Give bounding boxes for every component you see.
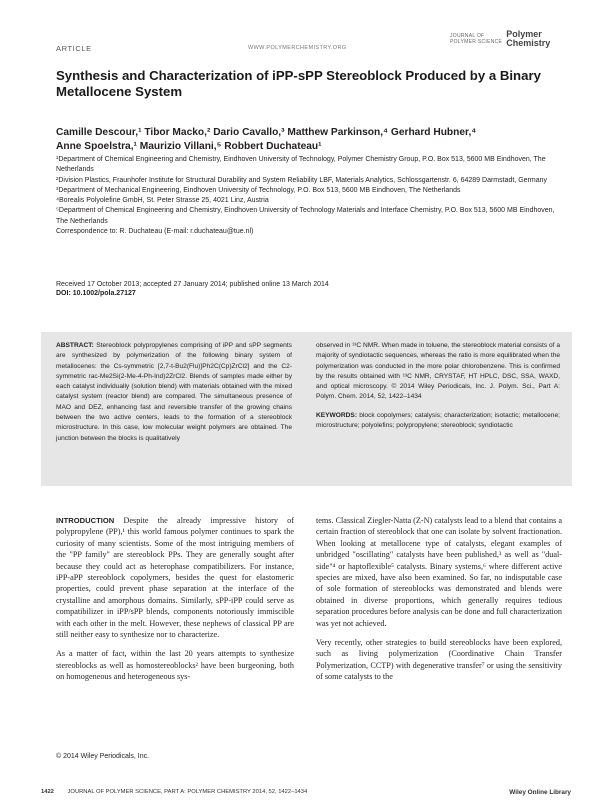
journal-brand-line-1: Polymer [506, 29, 542, 39]
abstract-left-column [56, 341, 292, 444]
affiliation-5: ⁵Department of Chemical Engineering and Chemistry, Eindhoven University of Technology Materials and Interface Chemistry, P.O. Box 513, 5600 MB Eindhoven, The Netherlands [56, 207, 555, 225]
body-paragraph: Despite the already impressive history of polypropylene (PP),¹ this world famous polymer continues to spark the curiosity of many scientists. Some of the most intriguing members of the "PP family" are stereoblock PPs. They are generally sought after because they could act as heterophase compatibilizers. For instance, iPP-aPP stereoblock copolymers, besides the quest for elastomeric properties, could prevent phase separation at the interface of the crystalline and amorphous domains. Similarly, sPP-iPP could serve as compatibilizer in iPP/sPP blends, components notoriously immiscible with each other in the melt. However, these nephews of classical PP are still neither easy to synthesize nor to characterize. [56, 516, 295, 640]
received-dates: Received 17 October 2013; accepted 27 January 2014; published online 13 March 2014 [56, 281, 329, 288]
affiliations [56, 155, 566, 237]
authors-line-2: Anne Spoelstra,¹ Maurizio Villani,⁵ Robbert Duchateau¹ [56, 141, 322, 152]
introduction-heading: INTRODUCTION [56, 516, 115, 525]
body-paragraph: Very recently, other strategies to build stereoblocks have been explored, such as living polymerization (Coordinative Chain Transfer Polymerization, CCTP) with degenerative transfer⁷ or using the sensitivity of some catalysts to the [316, 638, 562, 682]
abstract-right-column [316, 341, 560, 431]
keywords [316, 411, 560, 432]
body-paragraph: tems. Classical Ziegler-Natta (Z-N) catalysts lead to a blend that contains a certain fraction of stereoblock that one can isolate by solvent fractionation. When looking at metallocene type of catalysts, elegant examples of unbridged "oscillating" catalysts have been published,³ as well as "dual-side"⁴ or haptoflexible⁵ catalysts. Binary systems,⁶ where different active species are mixed, have also been examined. So far, no indisputable case of sole formation of stereoblocks was demonstrated and blends were obtained in diverse proportions, which generally requires tedious separation procedures before analysis can be done and full characterization was yet not achieved. [316, 516, 562, 628]
journal-url[interactable]: WWW.POLYMERCHEMISTRY.ORG [248, 45, 347, 51]
abstract-text-right: observed in ¹³C NMR. When made in toluene, the stereoblock material consists of a majority of syndiotactic sequences, whereas the ratio is more equilibrated when the polymerization was conducted in the more polar chlorobenzene. This is confirmed by the results obtained with ¹³C NMR, CRYSTAF, HT HPLC, DSC, SSA, WAXD, and optical microscopy. © 2014 Wiley Periodicals, Inc. J. Polym. Sci., Part A: Polym. Chem. 2014, 52, 1422–1434 [316, 342, 560, 401]
journal-small-line-2: POLYMER SCIENCE [450, 39, 503, 45]
doi[interactable]: DOI: 10.1002/pola.27127 [56, 290, 136, 297]
keywords-text: block copolymers; catalysis; characterization; isotactic; metallocene; microstructure; polyolefins; polypropylene; stereoblock; syndiotactic [316, 411, 560, 430]
affiliation-2: ²Division Plastics, Fraunhofer Institute for Structural Durability and System Reliability LBF, Materials Analytics, Schlossgartenstr. 6, 64289 Darmstadt, Germany [56, 176, 547, 184]
section-label: ARTICLE [56, 44, 92, 53]
body-right-column [316, 515, 562, 691]
affiliation-1: ¹Department of Chemical Engineering and Chemistry, Eindhoven University of Technology, Polymer Chemistry Group, P.O. Box 513, 5600 MB Eindhoven, The Netherlands [56, 156, 546, 174]
keywords-label: KEYWORDS: [316, 411, 358, 419]
author-list [56, 126, 566, 154]
page-number: 1422 [41, 789, 54, 795]
abstract-text-left: Stereoblock polypropylenes comprising of iPP and sPP segments are synthesized by polymerization of the following binary system of metallocenes: the Cs-symmetric [2,7-t-Bu2(Flu)]Ph2C(Cp)ZrCl2] and the C2-symmetric rac-Me2Si(2-Me-4-Ph-Ind)2ZrCl2. Blends of samples made either by each catalyst individually (solution blend) with materials obtained with the mixed catalyst system (reactor blend) are compared. The simultaneous presence of MAO and DEZ, enhancing fast and reversible transfer of the growing chains between the two active centers, leads to the formation of a stereoblock microstructure. In this case, low molecular weight polymers are obtained. The junction between the blocks is qualitatively [56, 342, 292, 442]
journal-brand-line-2: Chemistry [506, 38, 551, 48]
article-title: Synthesis and Characterization of iPP-sPP Stereoblock Produced by a Binary Metallocene System [56, 68, 541, 99]
authors-line-1: Camille Descour,¹ Tibor Macko,² Dario Cavallo,³ Matthew Parkinson,⁴ Gerhard Hubner,⁴ [56, 127, 477, 138]
footer-citation: JOURNAL OF POLYMER SCIENCE, PART A: POLYMER CHEMISTRY 2014, 52, 1422–1434 [67, 789, 308, 795]
copyright: © 2014 Wiley Periodicals, Inc. [56, 753, 150, 760]
journal-small-line-1: JOURNAL OF [450, 33, 485, 39]
journal-logo [450, 30, 550, 48]
wiley-online-library-link[interactable]: Wiley Online Library [509, 789, 571, 796]
affiliation-3: ³Department of Mechanical Engineering, Eindhoven University of Technology, P.O. Box 513, 5600 MB Eindhoven, The Netherlands [56, 186, 461, 194]
abstract-label: ABSTRACT: [56, 342, 94, 349]
affiliation-4: ⁴Borealis Polyolefine GmbH, St. Peter Strasse 25, 4021 Linz, Austria [56, 197, 269, 205]
body-left-column [56, 515, 294, 691]
page-footer [41, 789, 571, 796]
correspondence: Correspondence to: R. Duchateau (E-mail: r.duchateau@tue.nl) [56, 228, 254, 236]
body-paragraph: As a matter of fact, within the last 20 years attempts to synthesize stereoblocks as well as homostereoblocks² have been burgeoning, both on homogeneous and heterogeneous sys- [56, 649, 294, 682]
